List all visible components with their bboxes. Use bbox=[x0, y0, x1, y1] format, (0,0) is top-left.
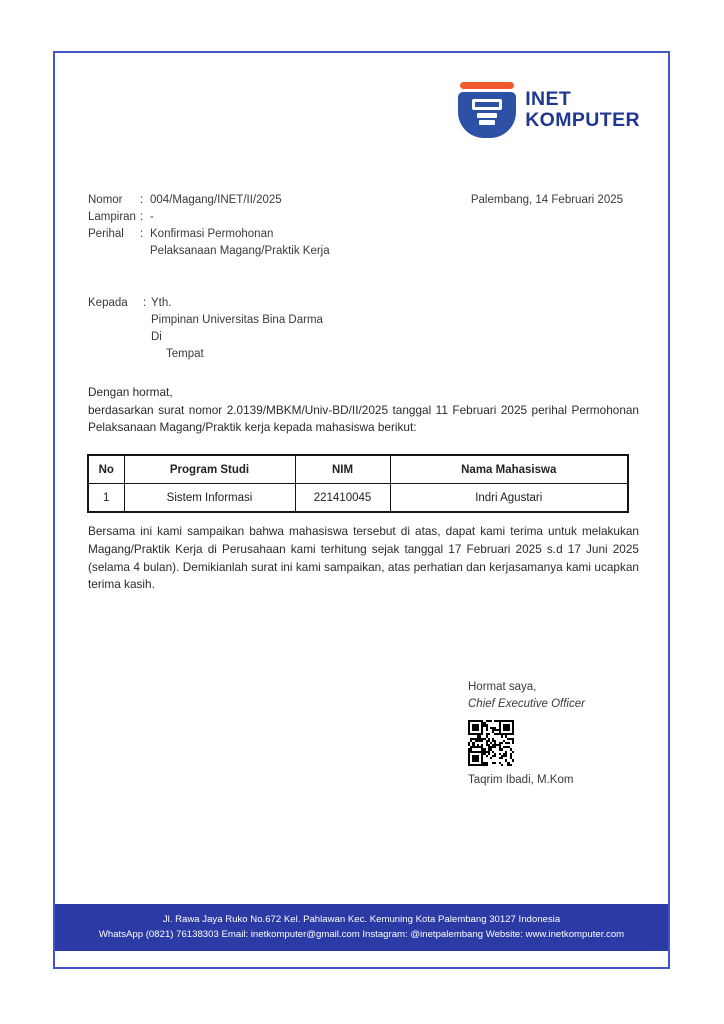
recipient-block bbox=[88, 295, 488, 363]
salutation: Dengan hormat, bbox=[88, 385, 173, 399]
logo-orange-bar bbox=[460, 82, 514, 89]
signature-name: Taqrim Ibadi, M.Kom bbox=[468, 774, 574, 786]
logo-bar-outline bbox=[472, 99, 502, 110]
opening-block bbox=[88, 384, 639, 437]
colon: : bbox=[140, 211, 144, 223]
footer-band bbox=[55, 904, 668, 951]
perihal-value-line1: Konfirmasi Permohonan bbox=[150, 228, 274, 240]
signature-block bbox=[468, 679, 658, 789]
cell-no: 1 bbox=[88, 484, 124, 513]
footer-address: Jl. Rawa Jaya Ruko No.672 Kel. Pahlawan Kec. Kemuning Kota Palembang 30127 Indonesia bbox=[162, 914, 561, 925]
cell-nama-mahasiswa: Indri Agustari bbox=[390, 484, 628, 513]
wordmark-line1: INET bbox=[525, 88, 572, 110]
student-table bbox=[87, 454, 629, 513]
nomor-label: Nomor bbox=[88, 194, 123, 206]
lampiran-value: - bbox=[150, 211, 154, 223]
perihal-label: Perihal bbox=[88, 228, 124, 240]
table-header-row bbox=[88, 455, 628, 484]
logo-bar-middle bbox=[477, 113, 497, 118]
perihal-value-line2: Pelaksanaan Magang/Praktik Kerja bbox=[150, 245, 330, 257]
header-nim: NIM bbox=[295, 455, 390, 484]
recipient-line1: Yth. bbox=[151, 297, 172, 309]
wordmark-line2: KOMPUTER bbox=[525, 109, 640, 131]
qr-code bbox=[468, 720, 514, 766]
paragraph-2: Bersama ini kami sampaikan bahwa mahasiswa tersebut di atas, dapat kami terima untuk melakukan Magang/Praktik Kerja di Perusahaan kami terhitung sejak tanggal 17 Februari 2025 s.d 17 Juni 2025 (selama 4 bulan). Demikianlah surat ini kami sampaikan, atas perhatian dan kerjasamanya kami ucapkan terima kasih. bbox=[88, 524, 639, 592]
signature-title: Chief Executive Officer bbox=[468, 698, 585, 710]
page-border-frame bbox=[53, 51, 670, 969]
recipient-line3: Di bbox=[151, 331, 162, 343]
header-no: No bbox=[88, 455, 124, 484]
inet-shield-icon bbox=[458, 82, 516, 138]
colon: : bbox=[140, 228, 144, 240]
header-program-studi: Program Studi bbox=[124, 455, 295, 484]
nomor-value: 004/Magang/INET/II/2025 bbox=[150, 194, 282, 206]
company-logo bbox=[458, 82, 640, 138]
kepada-label: Kepada bbox=[88, 297, 128, 309]
table-row bbox=[88, 484, 628, 513]
logo-bar-bottom bbox=[479, 120, 495, 125]
lampiran-label: Lampiran bbox=[88, 211, 136, 223]
cell-nim: 221410045 bbox=[295, 484, 390, 513]
cell-program-studi: Sistem Informasi bbox=[124, 484, 295, 513]
company-wordmark bbox=[525, 89, 640, 131]
footer-contacts: WhatsApp (0821) 76138303 Email: inetkomputer@gmail.com Instagram: @inetpalembang Website: www.inetkomputer.com bbox=[98, 928, 625, 940]
signature-closing: Hormat saya, bbox=[468, 681, 537, 693]
colon: : bbox=[143, 297, 147, 309]
recipient-line4: Tempat bbox=[166, 348, 204, 360]
header-nama-mahasiswa: Nama Mahasiswa bbox=[390, 455, 628, 484]
city-date: Palembang, 14 Februari 2025 bbox=[470, 194, 623, 206]
logo-shield-shape bbox=[458, 92, 516, 138]
recipient-line2: Pimpinan Universitas Bina Darma bbox=[151, 314, 323, 326]
colon: : bbox=[140, 194, 144, 206]
paragraph-1: berdasarkan surat nomor 2.0139/MBKM/Univ-BD/II/2025 tanggal 11 Februari 2025 perihal Permohonan Pelaksanaan Magang/Praktik kerja kepada mahasiswa berikut: bbox=[88, 402, 639, 435]
